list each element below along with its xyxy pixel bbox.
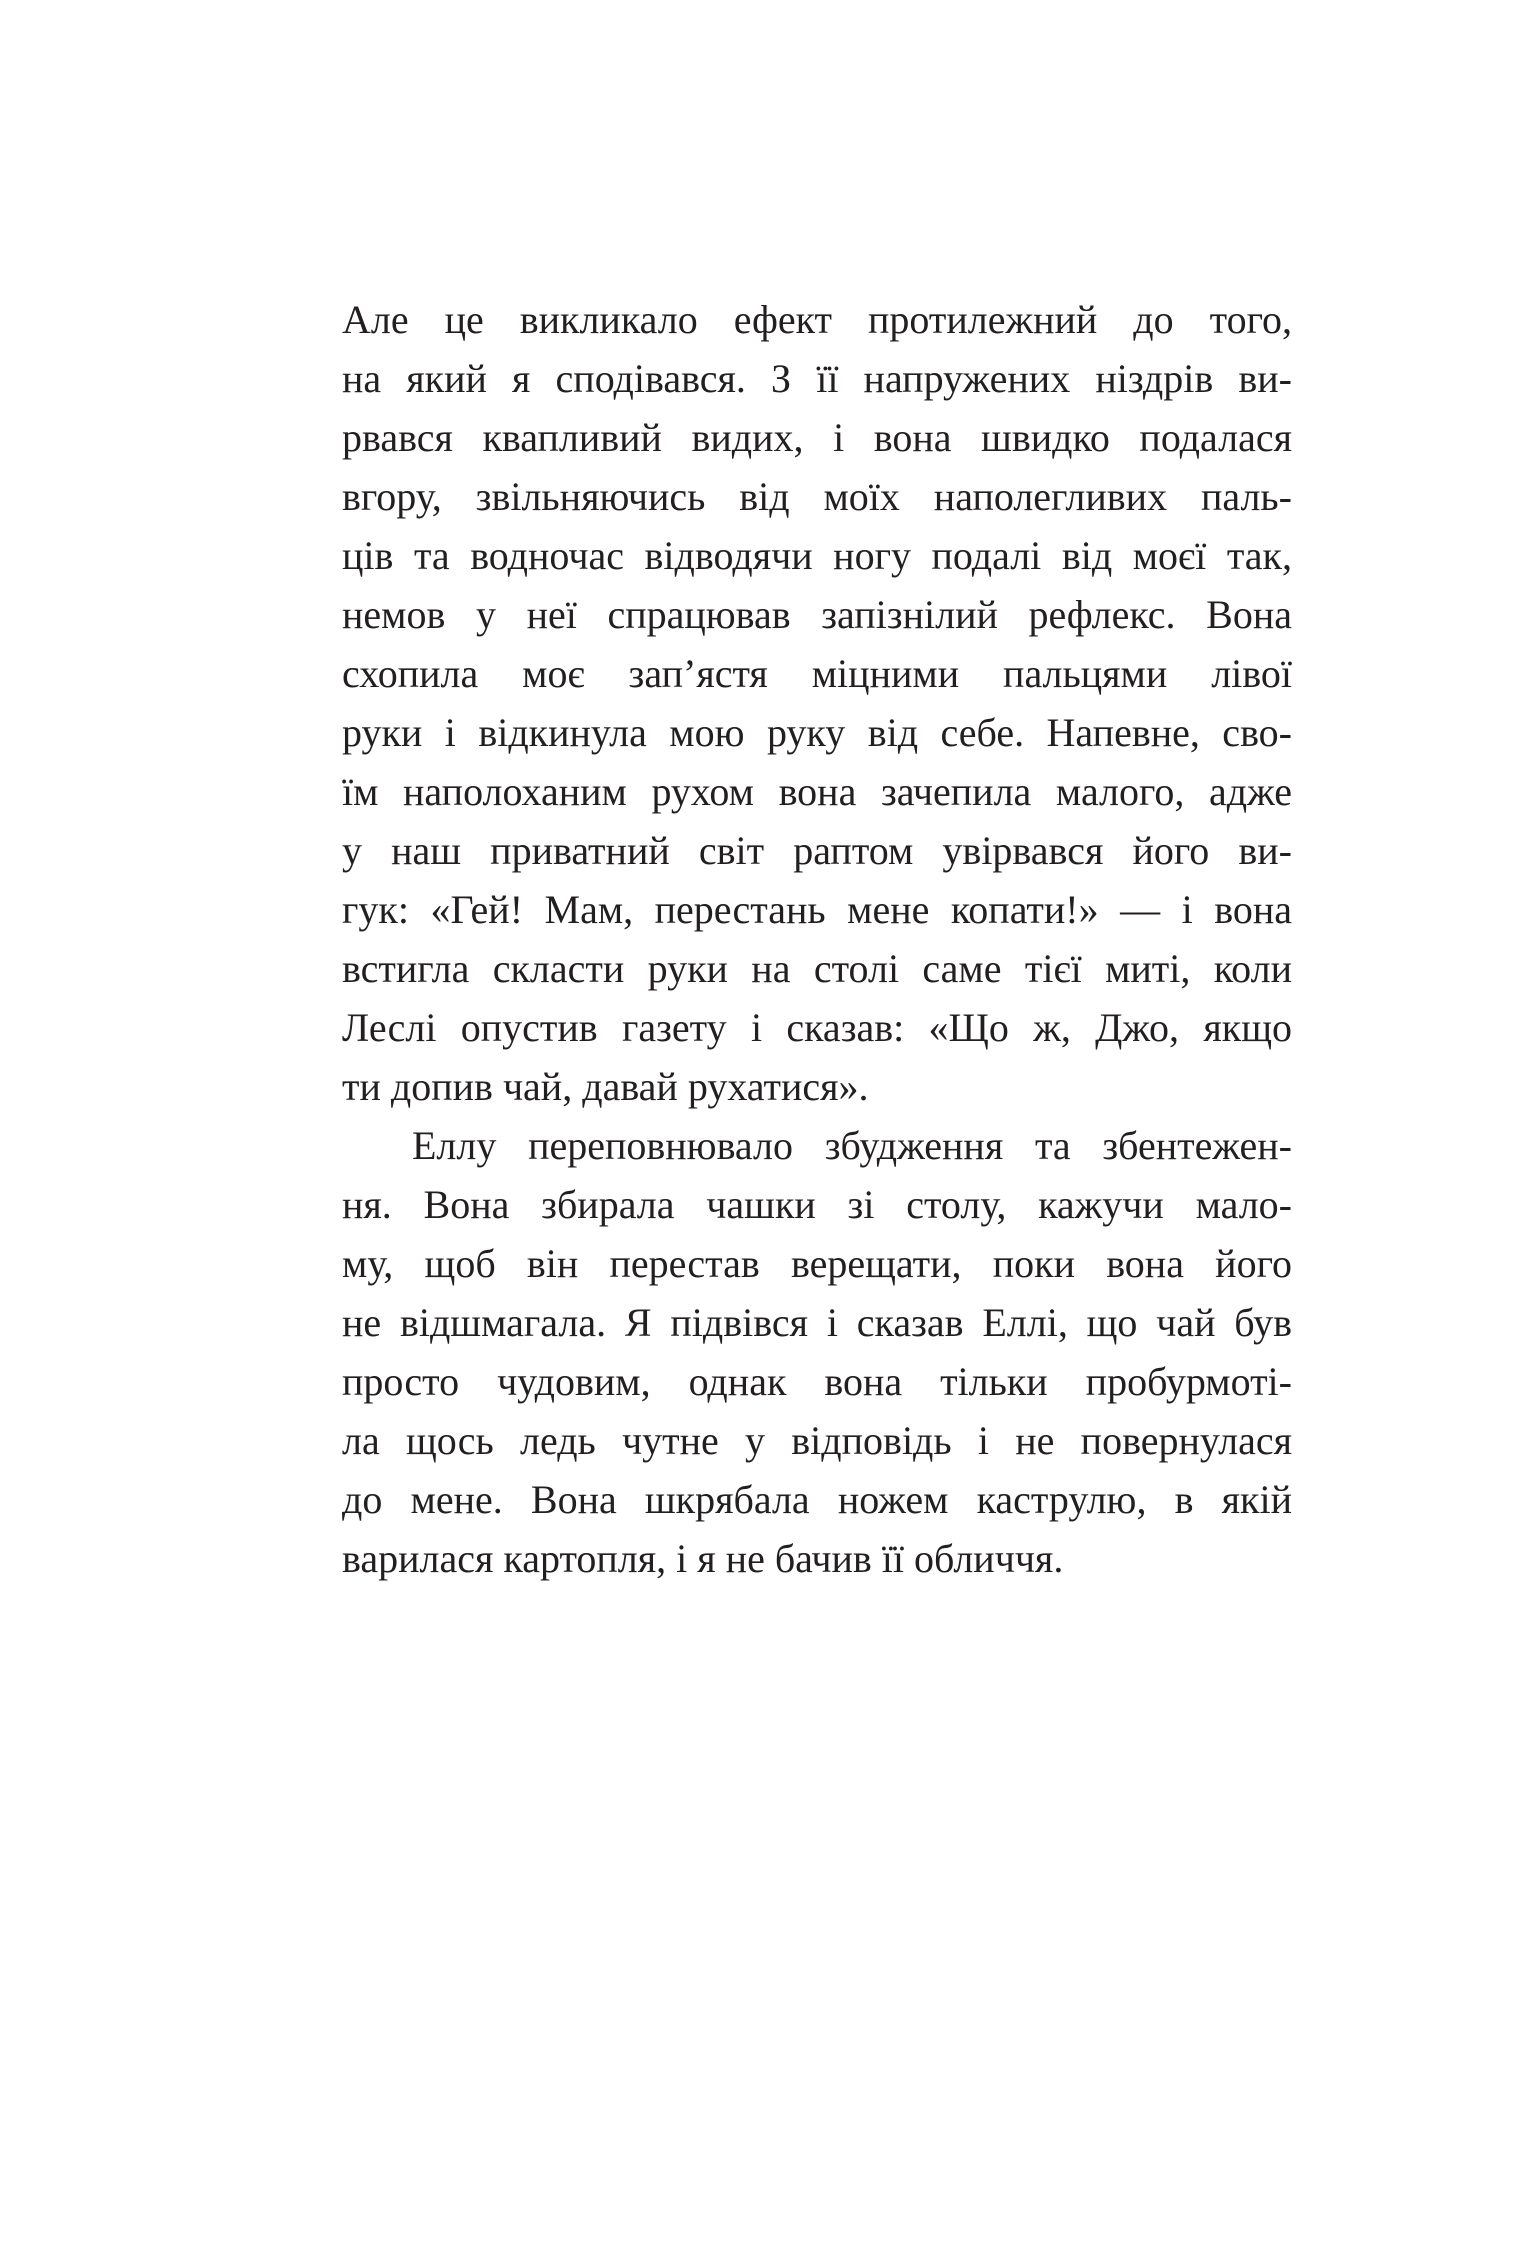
- text-line: рвався квапливий видих, і вона швидко подалася: [342, 415, 1292, 460]
- text-line: ти допив чай, давай рухатися».: [342, 1064, 869, 1109]
- text-line: варилася картопля, і я не бачив її обличчя.: [342, 1536, 1064, 1581]
- text-line: ня. Вона збирала чашки зі столу, кажучи мало-: [342, 1182, 1292, 1227]
- text-line: немов у неї спрацював запізнілий рефлекс. Вона: [342, 592, 1292, 637]
- text-line: ців та водночас відводячи ногу подалі від моєї так,: [342, 533, 1292, 578]
- text-line: Але це викликало ефект протилежний до того,: [342, 297, 1292, 342]
- text-line: не відшмагала. Я підвівся і сказав Еллі, що чай був: [342, 1300, 1292, 1345]
- text-line: у наш приватний світ раптом увірвався його ви-: [342, 828, 1292, 873]
- paragraph-2: [342, 1116, 1292, 1588]
- text-line: Еллу переповнювало збудження та збентежен-: [412, 1123, 1292, 1168]
- paragraph-1: [342, 290, 1292, 1116]
- text-line: на який я сподівався. З її напружених ніздрів ви-: [342, 356, 1292, 401]
- text-line: му, щоб він перестав верещати, поки вона його: [342, 1241, 1292, 1286]
- body-text: [342, 290, 1292, 1588]
- text-line: ла щось ледь чутне у відповідь і не повернулася: [342, 1418, 1292, 1463]
- text-line: гук: «Гей! Мам, перестань мене копати!» — і вона: [342, 887, 1292, 932]
- text-line: Леслі опустив газету і сказав: «Що ж, Джо, якщо: [342, 1005, 1292, 1050]
- text-line: встигла скласти руки на столі саме тієї миті, коли: [342, 946, 1292, 991]
- text-line: їм наполоханим рухом вона зачепила малого, адже: [342, 769, 1292, 814]
- text-line: руки і відкинула мою руку від себе. Напевне, сво-: [342, 710, 1292, 755]
- text-line: просто чудовим, однак вона тільки пробурмоті-: [342, 1359, 1292, 1404]
- text-line: схопила моє зап’ястя міцними пальцями лівої: [342, 651, 1292, 696]
- text-line: вгору, звільняючись від моїх наполегливих паль-: [342, 474, 1292, 519]
- text-line: до мене. Вона шкрябала ножем каструлю, в якій: [342, 1477, 1292, 1522]
